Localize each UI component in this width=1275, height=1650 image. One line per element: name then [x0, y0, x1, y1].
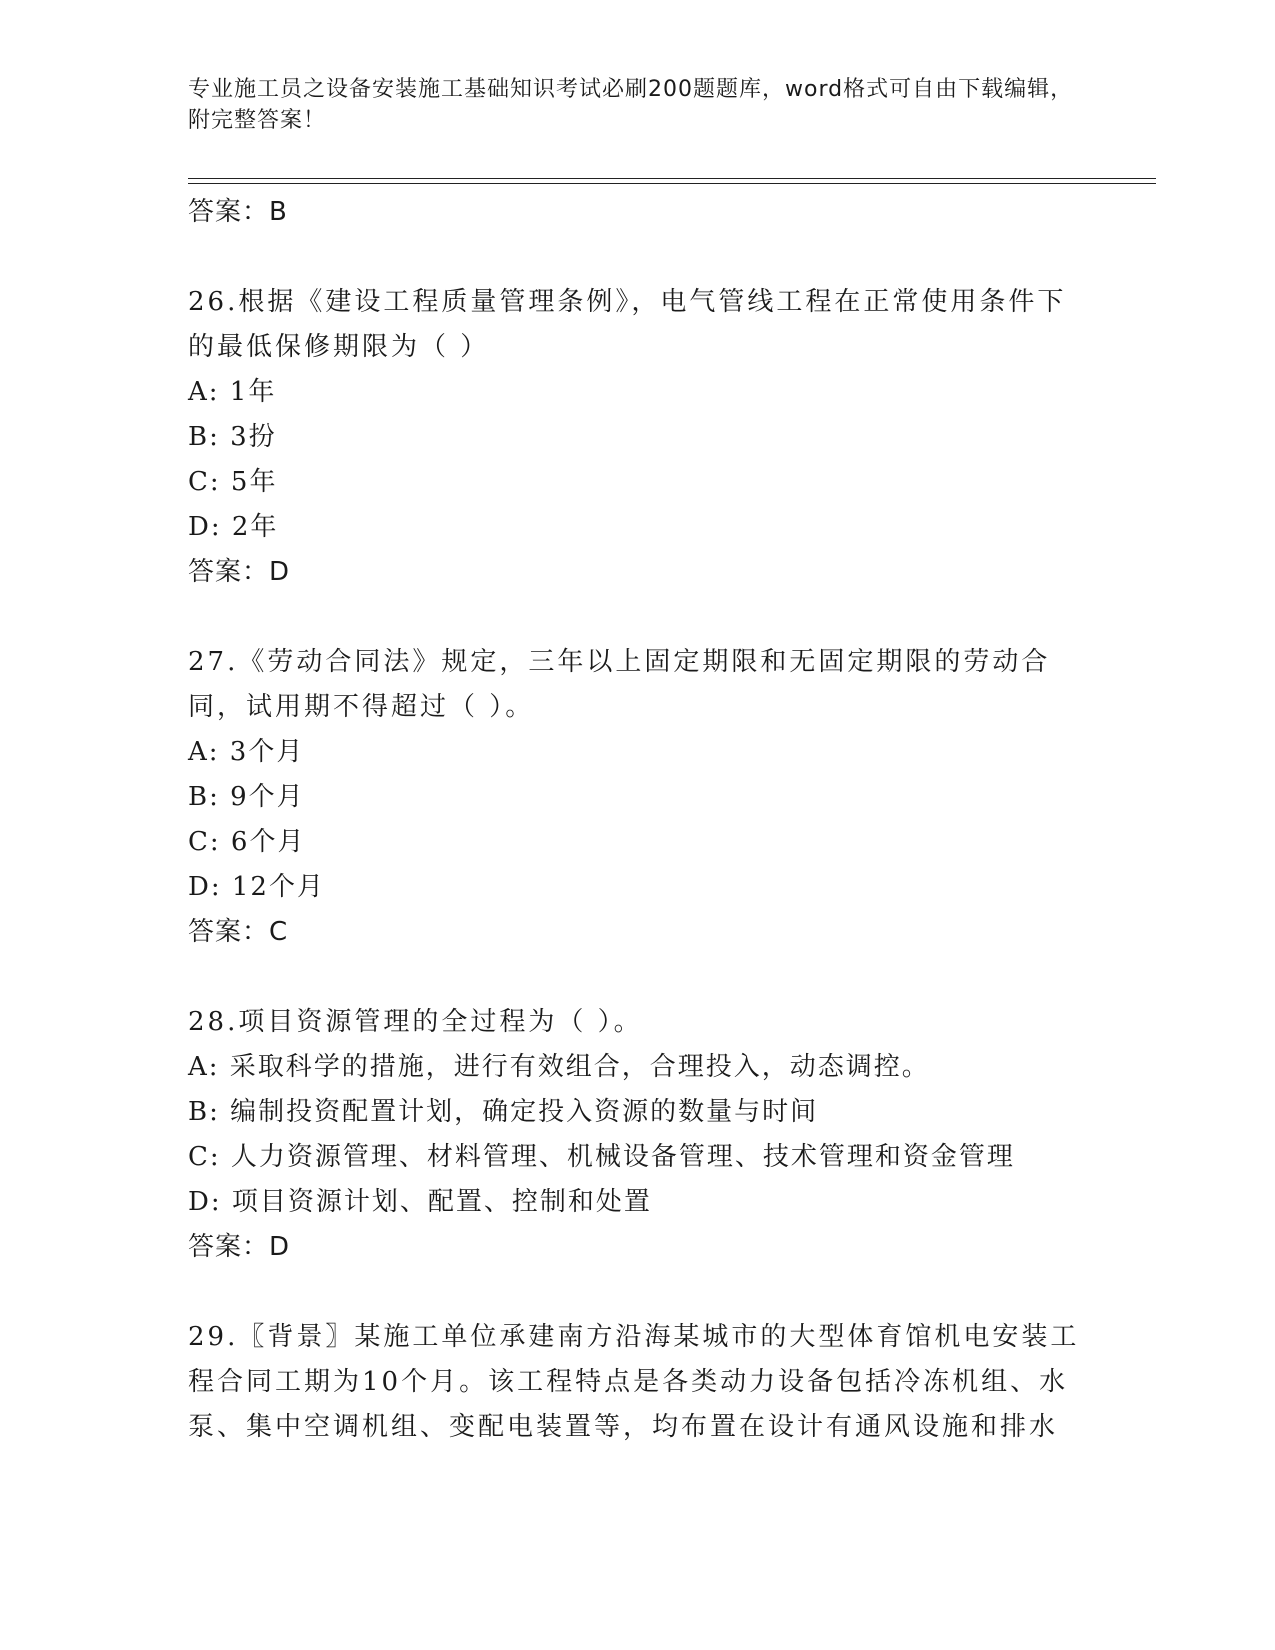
- question-27: [188, 640, 1088, 954]
- answer-line: 答案：D: [188, 1232, 291, 1262]
- option-a: A: 3个月: [188, 737, 305, 767]
- option-c: C: 5年: [188, 467, 278, 497]
- option-c: C: 6个月: [188, 827, 306, 857]
- option-b: B: 编制投资配置计划，确定投入资源的数量与时间: [188, 1097, 819, 1127]
- question-stem: 29.〖背景〗某施工单位承建南方沿海某城市的大型体育馆机电安装工程合同工期为10个月。该工程特点是各类动力设备包括冷冻机组、水泵、集中空调机组、变配电装置等，均布置在设计有通风设施和排水: [188, 1322, 1080, 1442]
- option-d: D: 2年: [188, 512, 279, 542]
- question-26: [188, 280, 1088, 594]
- option-c: C: 人力资源管理、材料管理、机械设备管理、技术管理和资金管理: [188, 1142, 1015, 1172]
- answer-line: 答案：D: [188, 557, 291, 587]
- question-list: [188, 190, 1088, 1450]
- question-29: [188, 1315, 1088, 1450]
- answer-line: 答案：C: [188, 917, 289, 947]
- option-b: B: 9个月: [188, 782, 305, 812]
- header-divider-top: [188, 178, 1156, 179]
- question-28: [188, 1000, 1088, 1269]
- option-d: D: 12个月: [188, 872, 325, 902]
- option-a: A: 采取科学的措施，进行有效组合，合理投入，动态调控。: [188, 1052, 930, 1082]
- question-stem: 26.根据《建设工程质量管理条例》，电气管线工程在正常使用条件下的最低保修期限为（ ）: [188, 287, 1067, 362]
- answer-line: 答案：B: [188, 197, 288, 227]
- document-header: 专业施工员之设备安装施工基础知识考试必刷200题题库，word格式可自由下载编辑，附完整答案！: [188, 77, 1074, 133]
- header-divider-bottom: [188, 183, 1156, 184]
- question-stem: 28.项目资源管理的全过程为（ ）。: [188, 1007, 643, 1037]
- option-a: A: 1年: [188, 377, 277, 407]
- question-stem: 27.《劳动合同法》规定，三年以上固定期限和无固定期限的劳动合同，试用期不得超过（ ）。: [188, 647, 1051, 722]
- option-b: B: 3扮: [188, 422, 277, 452]
- option-d: D: 项目资源计划、配置、控制和处置: [188, 1187, 652, 1217]
